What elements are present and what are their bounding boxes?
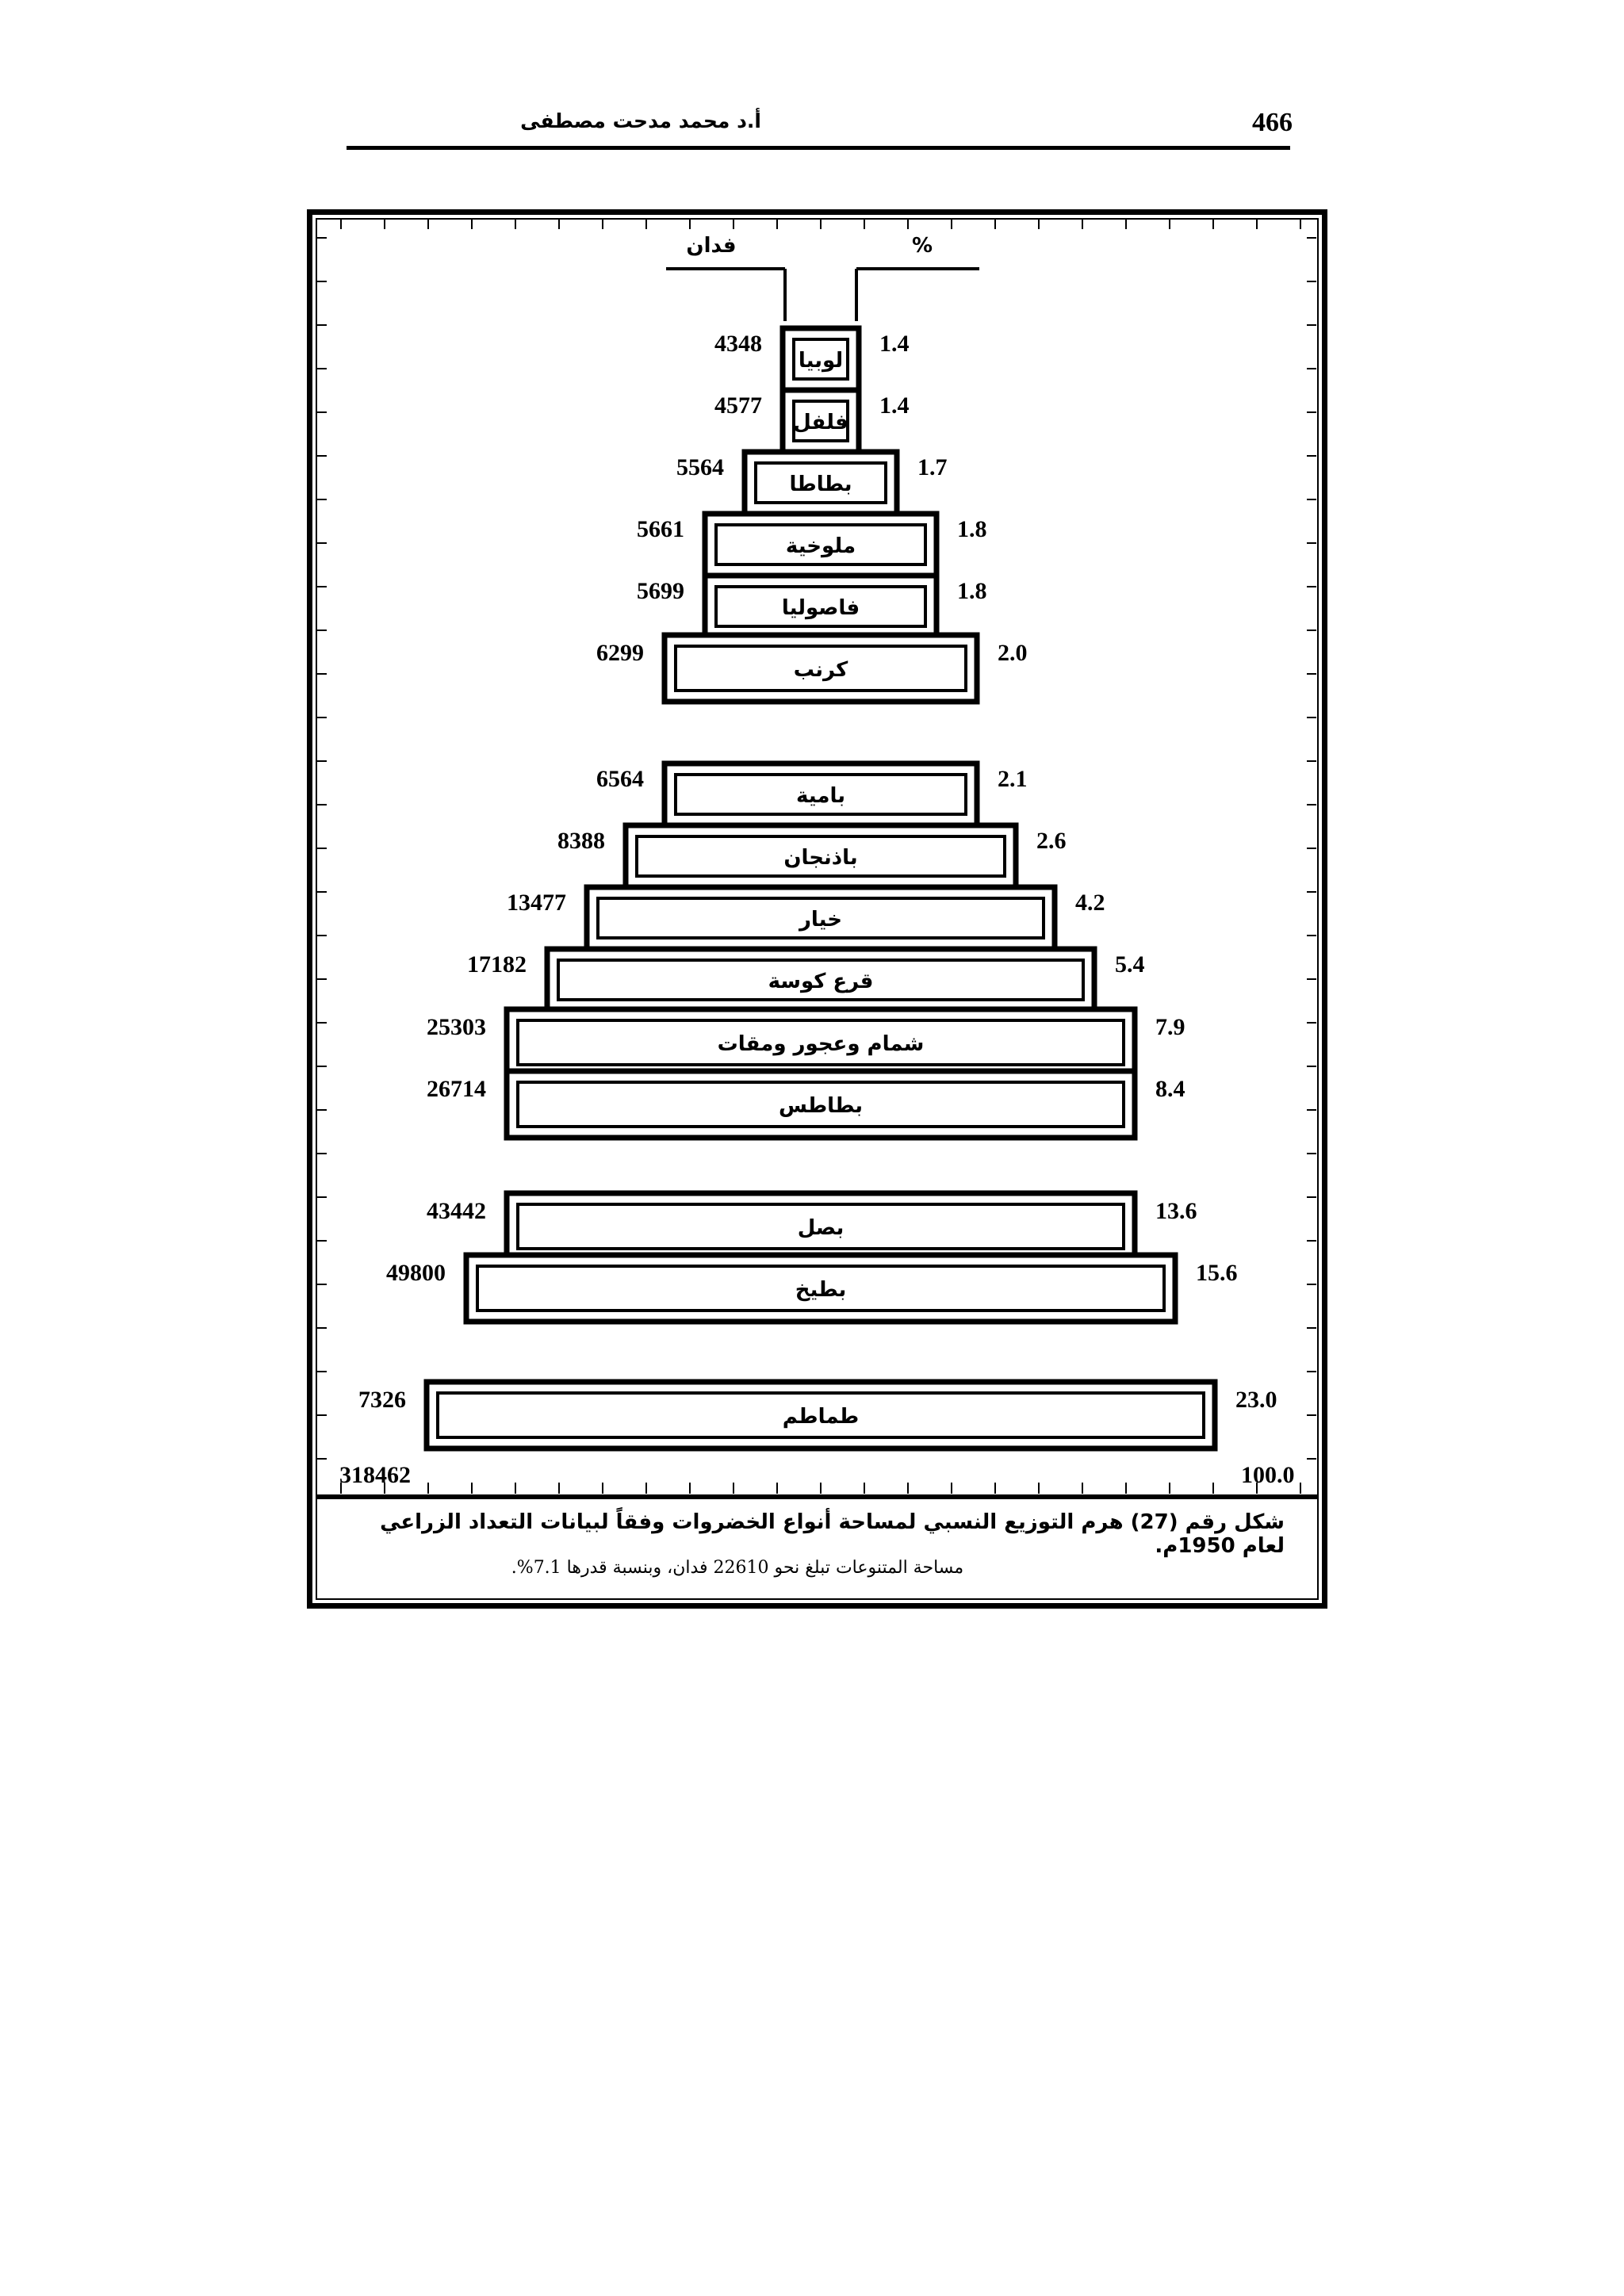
bar-feddan-label: 4348 bbox=[714, 331, 762, 357]
bar-13 bbox=[427, 1193, 1197, 1260]
bar-percent-label: 7.9 bbox=[1155, 1014, 1185, 1040]
bar-category-label: فاصوليا bbox=[781, 596, 860, 620]
bar-feddan-label: 26714 bbox=[427, 1076, 486, 1102]
bar-4 bbox=[637, 514, 987, 576]
figure-caption: شكل رقم (27) هرم التوزيع النسبي لمساحة أنواع الخضروات وفقاً لبيانات التعداد الزراعي لعام 1950م. bbox=[380, 1510, 1285, 1558]
bar-percent-label: 4.2 bbox=[1075, 890, 1105, 916]
bar-feddan-label: 7326 bbox=[358, 1387, 406, 1413]
bar-11 bbox=[427, 1009, 1185, 1076]
bar-9 bbox=[507, 887, 1105, 949]
bar-feddan-label: 13477 bbox=[507, 890, 566, 916]
bar-category-label: ملوخية bbox=[785, 534, 856, 558]
bar-percent-label: 1.8 bbox=[957, 516, 987, 542]
bar-feddan-label: 5564 bbox=[676, 454, 724, 480]
figure-note: مساحة المتنوعات تبلغ نحو 22610 فدان، وبنسبة قدرها 7.1%. bbox=[511, 1558, 964, 1578]
bar-feddan-label: 6564 bbox=[596, 766, 644, 792]
bar-feddan-label: 6299 bbox=[596, 640, 644, 666]
bar-3 bbox=[676, 452, 948, 514]
bar-percent-label: 23.0 bbox=[1235, 1387, 1277, 1413]
bar-category-label: بطاطا bbox=[789, 473, 852, 496]
bar-feddan-label: 5661 bbox=[637, 516, 684, 542]
page-number: 466 bbox=[1252, 108, 1293, 137]
bar-feddan-label: 5699 bbox=[637, 578, 684, 604]
bar-feddan-label: 17182 bbox=[467, 951, 527, 978]
bar-7 bbox=[596, 763, 1028, 825]
bar-category-label: لوبيا bbox=[798, 349, 844, 373]
bar-feddan-label: 25303 bbox=[427, 1014, 486, 1040]
bar-14 bbox=[386, 1255, 1238, 1322]
bar-percent-label: 2.0 bbox=[998, 640, 1028, 666]
bar-15 bbox=[358, 1382, 1277, 1448]
bar-category-label: بصل bbox=[797, 1216, 845, 1240]
bar-percent-label: 13.6 bbox=[1155, 1198, 1197, 1224]
total-percent-label: 100.0 bbox=[1241, 1462, 1295, 1488]
bar-category-label: طماطم bbox=[782, 1405, 860, 1429]
bar-category-label: بطاطس bbox=[778, 1094, 864, 1118]
bar-feddan-label: 4577 bbox=[714, 392, 762, 419]
bar-percent-label: 1.4 bbox=[879, 331, 910, 357]
pyramid-bars bbox=[358, 328, 1277, 1448]
bar-feddan-label: 8388 bbox=[557, 828, 605, 854]
bar-percent-label: 1.8 bbox=[957, 578, 987, 604]
bar-8 bbox=[557, 825, 1067, 887]
bar-percent-label: 1.4 bbox=[879, 392, 910, 419]
bar-category-label: فلفل bbox=[793, 411, 848, 434]
bar-category-label: قرع كوسة bbox=[768, 970, 874, 993]
bar-percent-label: 2.1 bbox=[998, 766, 1028, 792]
bar-category-label: خيار bbox=[799, 908, 843, 932]
bar-percent-label: 5.4 bbox=[1115, 951, 1145, 978]
bar-category-label: كرنب bbox=[793, 658, 848, 682]
bar-percent-label: 15.6 bbox=[1196, 1260, 1238, 1286]
total-feddan-label: 318462 bbox=[339, 1462, 411, 1488]
bar-category-label: بامية bbox=[795, 784, 846, 808]
bar-category-label: بطيخ bbox=[795, 1278, 847, 1302]
bar-10 bbox=[467, 949, 1145, 1011]
bar-percent-label: 1.7 bbox=[917, 454, 948, 480]
header-author: أ.د محمد مدحت مصطفى bbox=[520, 109, 761, 132]
unit-feddan-label: فدان bbox=[686, 234, 737, 258]
bar-category-label: باذنجان bbox=[783, 846, 858, 870]
bar-feddan-label: 49800 bbox=[386, 1260, 446, 1286]
bar-2 bbox=[714, 390, 910, 452]
bar-category-label: شمام وعجور ومقات bbox=[717, 1032, 925, 1056]
pyramid-stem bbox=[666, 269, 979, 321]
unit-percent-label: % bbox=[911, 234, 933, 258]
bar-percent-label: 8.4 bbox=[1155, 1076, 1185, 1102]
bar-percent-label: 2.6 bbox=[1036, 828, 1067, 854]
bar-feddan-label: 43442 bbox=[427, 1198, 486, 1224]
bar-12 bbox=[427, 1071, 1185, 1138]
bar-6 bbox=[596, 635, 1028, 702]
bar-1 bbox=[714, 328, 910, 390]
bar-5 bbox=[637, 576, 987, 637]
